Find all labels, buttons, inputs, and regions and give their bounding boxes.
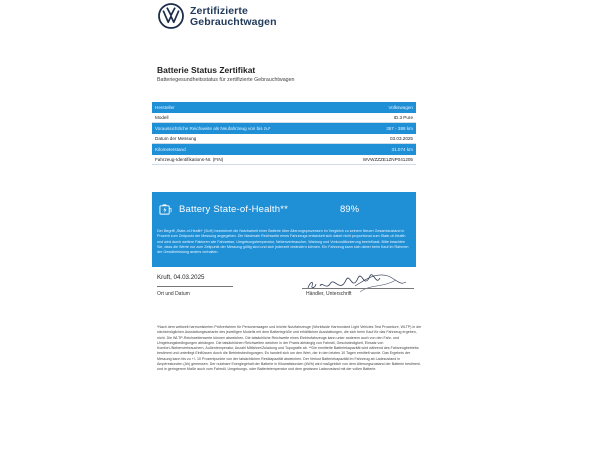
table-row [152,102,416,113]
row-value: 03.03.2025 [390,135,413,141]
row-value: Volkswagen [388,104,413,110]
table-row [152,144,416,155]
row-value: 31.074 km [391,146,413,152]
soh-description: Der Begriff „State-of-Health“ (SoH) bezeichnet die Nutzbarkeit einer Batterie über Alterungsprozessen im Vergleich zu seinem Neuen Gesamtzustand in Prozent zum Zeitpunkt der Messung angegeben. Die Maximale Reichweite eines Fahrzeugs entwickelt sich dabei nicht proportional zum State-of-Health und wird durch weitere Faktoren wie Fahrweise, Umgebungstemperatur, Nebenverbraucher, Wartung und Vorkonditionierung beeinflusst. Bitte beachten Sie, dass die Werte nur zum Zeitpunkt der Messung gültig sind und sich jederzeit verändern können. Ein Fahrzeug kann sich daher beim Kauf im Rahmen der Gewährleistung anders verhalten. [157,229,409,255]
row-value: ID.3 Pure [393,114,413,120]
table-row [152,134,416,145]
battery-soh-panel [152,192,416,267]
table-row [152,155,416,166]
place-and-date-value: Kruft, 04.03.2025 [157,274,205,281]
soh-value: 89% [340,204,360,215]
soh-title: Battery State-of-Health** [179,204,289,215]
row-label: Datum der Messung [155,135,197,141]
footnote-text: *Nach dem weltweit harmonisierten Prüfverfahren für Personenwagen und leichte Nutzfahrzeuge (Worldwide Harmonized Light Vehicles Test Procedure, WLTP) in der nächstmöglichen Ausstattungsvariante des jeweiligen Modells mit dem Batteriegröße und erhältlichen Ausstattungen, die sich beim Kauf für das Fahrzeug ergeben, nicht. Die WLTP-Reichweitenwerte können abweichen. Die tatsächliche Reichweite eines Elektrofahrzeugs kann unter anderem auch von den Fahr- und Umgebungsbedingungen abhängen. Die tatsächlichen Reichweiten weichen in der Praxis abhängig von Fahrstil, Geschwindigkeit, Einsatz von Komfort-/Nebenverbrauchern, Außentemperatur, Anzahl Mitfahrer/Zuladung und Topografie ab. **Die ermittelte Batteriekapazität wird während des Fahrzeugbetriebs bestimmt und unterliegt Einflüssen durch die Betriebsbedingungen. Es handelt sich um den Wert, der in den letzten 10 Tagen ermittelt wurde. Das Ergebnis der Messung kann bis zu +/- 10 Prozentpunkte von der tatsächlichen Restkapazität abweichen. Der Verlust Batteriekapazität im Fahrzeug ab Ladezustand in Ampèrestunden (Ah) gemessen. Der nutzbare Energiegehalt der Batterie in Kilowattstunden (kWh) wird maßgeblich von dem Alterungszustand der Batterie bestimmt, und in geringerem Maße auch vom Fahrstil, Umgebungs- oder Batterietemperatur und dem gewissen Ladezustand mit der vollen Batterie. [157,325,422,371]
document-title: Batterie Status Zertifikat [157,65,256,75]
divider [157,286,233,287]
divider [302,288,414,289]
table-row [152,113,416,124]
vehicle-data-table [152,102,416,165]
place-and-date-label: Ort und Datum [157,291,190,297]
row-value: WVWZZZE1ZNP041205 [362,156,413,162]
row-label: Modell [155,114,169,120]
vw-logo-icon [158,3,184,29]
row-label: Kilometerstand [155,146,186,152]
battery-charging-icon [159,203,172,216]
row-label: Voraussichtliche Reichweite als Neufahrzeug von bis zu* [155,125,271,131]
brand-name-line2: Gebrauchtwagen [190,16,277,28]
document-subtitle: Batteriegesundheitsstatus für zertifizierte Gebrauchtwagen [157,77,295,83]
table-row [152,123,416,134]
row-label: Fahrzeug-Identifikations-Nr. (FIN) [155,156,224,162]
signature-label: Händler, Unterschrift [306,291,352,297]
row-value: 357 - 388 km [386,125,413,131]
brand-name-line1: Zertifizierte [190,5,248,17]
row-label: Hersteller [155,104,175,110]
